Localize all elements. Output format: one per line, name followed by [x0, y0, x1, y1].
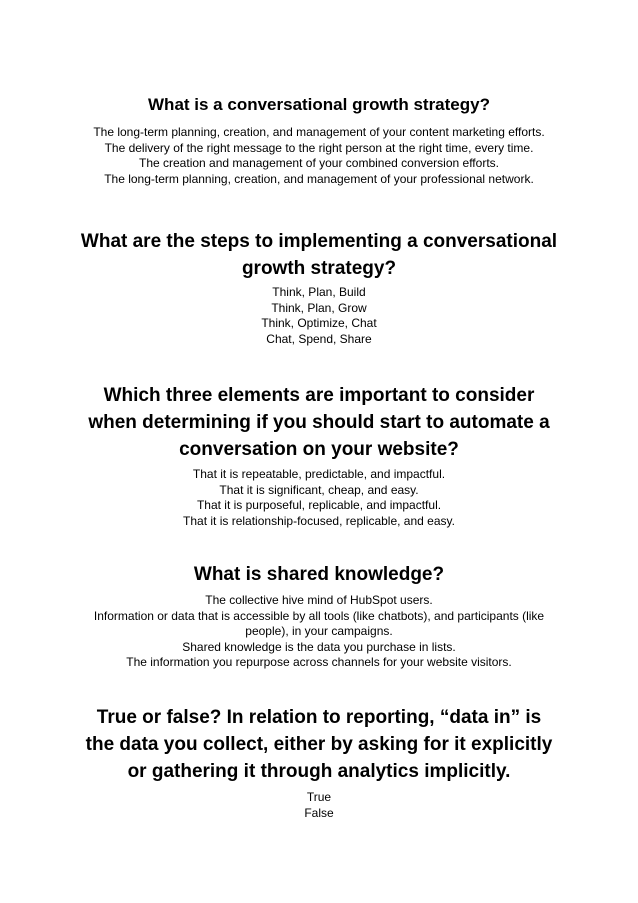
answer-option: That it is relationship-focused, replicable, and easy. [183, 513, 455, 528]
answer-option: The collective hive mind of HubSpot users. [205, 593, 433, 607]
question-heading: What is shared knowledge? [193, 564, 445, 585]
question-block-3 [80, 382, 558, 529]
answer-option: The delivery of the right message to the right person at the right time, every time. [104, 140, 534, 155]
question-block-5 [80, 704, 558, 821]
answer-list [80, 467, 558, 529]
answer-option: Chat, Spend, Share [266, 331, 372, 346]
answer-option: The creation and management of your combined conversion efforts. [139, 156, 499, 171]
question-heading: What are the steps to implementing a conversational growth strategy? [80, 231, 558, 279]
answer-option: Think, Plan, Build [272, 285, 366, 299]
answer-option: That it is significant, cheap, and easy. [219, 482, 419, 497]
answer-list [76, 125, 562, 187]
answer-list [80, 790, 558, 821]
answer-option: That it is repeatable, predictable, and impactful. [192, 467, 446, 481]
answer-option: True [306, 790, 332, 804]
answer-option: Shared knowledge is the data you purchase in lists. [182, 639, 456, 654]
answer-option: The long-term planning, creation, and management of your professional network. [104, 171, 534, 186]
answer-option: False [304, 805, 334, 820]
answer-option: The information you repurpose across channels for your website visitors. [126, 655, 512, 670]
answer-option: The long-term planning, creation, and management of your content marketing efforts. [93, 125, 545, 139]
question-block-1 [76, 94, 562, 187]
question-block-4 [76, 561, 562, 671]
question-heading: What is a conversational growth strategy? [148, 95, 490, 114]
answer-list [80, 285, 558, 347]
answer-option: Think, Plan, Grow [271, 300, 367, 315]
answer-option: Information or data that is accessible by all tools (like chatbots), and participants (like people), in your campaigns. [93, 608, 545, 639]
answer-option: Think, Optimize, Chat [261, 316, 377, 331]
answer-option: That it is purposeful, replicable, and impactful. [196, 498, 442, 513]
question-heading: Which three elements are important to consider when determining if you should start to automate a conversation on your website? [88, 385, 550, 460]
answer-list [76, 593, 562, 671]
question-heading: True or false? In relation to reporting, “data in” is the data you collect, either by asking for it explicitly or gathering it through analytics implicitly. [85, 707, 553, 782]
question-block-2 [80, 228, 558, 347]
